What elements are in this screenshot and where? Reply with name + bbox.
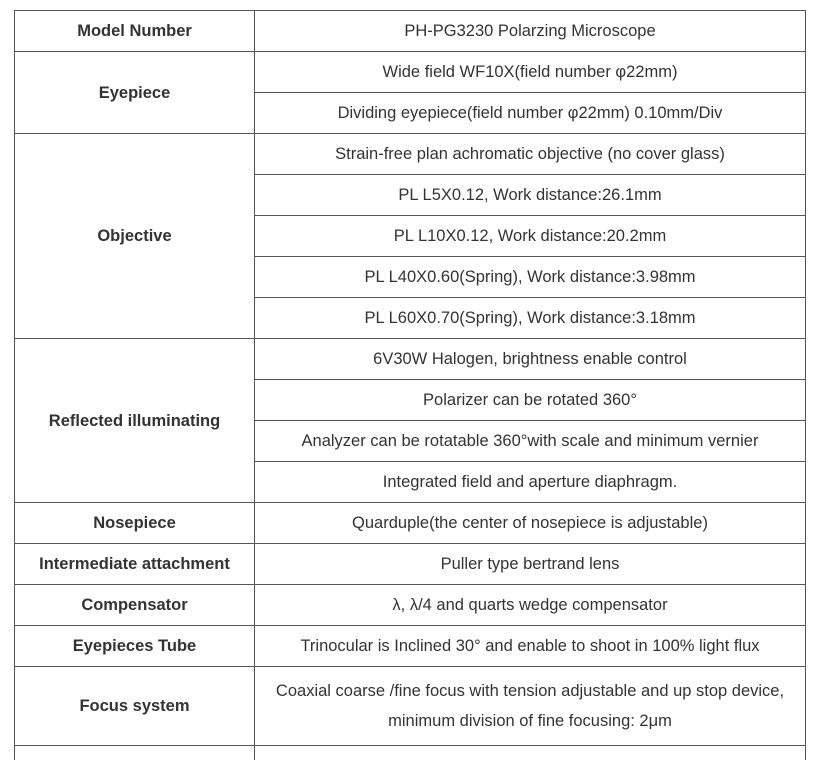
row-value — [255, 667, 806, 746]
row-label-compensator: Compensator — [15, 585, 255, 626]
row-value: PL L60X0.70(Spring), Work distance:3.18mm — [255, 298, 806, 339]
table-row — [15, 585, 806, 626]
row-value: Quarduple(the center of nosepiece is adjustable) — [255, 503, 806, 544]
row-label-intermediate-attachment: Intermediate attachment — [15, 544, 255, 585]
table-row — [15, 339, 806, 380]
row-value: Integrated field and aperture diaphragm. — [255, 462, 806, 503]
row-value: 6V30W Halogen, brightness enable control — [255, 339, 806, 380]
row-label-nosepiece: Nosepiece — [15, 503, 255, 544]
table-row — [15, 544, 806, 585]
row-value: Trinocular is Inclined 30° and enable to shoot in 100% light flux — [255, 626, 806, 667]
table-row — [15, 626, 806, 667]
table-row — [15, 667, 806, 746]
row-value: Analyzer can be rotatable 360°with scale and minimum vernier — [255, 421, 806, 462]
table-row — [15, 503, 806, 544]
row-label-focus-system: Focus system — [15, 667, 255, 746]
row-value-line: Coaxial coarse /fine focus with tension adjustable and up stop device, — [259, 676, 801, 706]
row-label-eyepiece: Eyepiece — [15, 52, 255, 134]
table-row — [15, 11, 806, 52]
row-value: PH-PG3230 Polarzing Microscope — [255, 11, 806, 52]
table-row — [15, 134, 806, 175]
row-value: λ, λ/4 and quarts wedge compensator — [255, 585, 806, 626]
row-value: Polarizer can be rotated 360° — [255, 380, 806, 421]
table-row-partial — [15, 746, 806, 760]
row-value: PL L40X0.60(Spring), Work distance:3.98mm — [255, 257, 806, 298]
row-label-model-number: Model Number — [15, 11, 255, 52]
row-value: Strain-free plan achromatic objective (no cover glass) — [255, 134, 806, 175]
table-row — [15, 52, 806, 93]
row-value: Puller type bertrand lens — [255, 544, 806, 585]
row-label-empty — [15, 746, 255, 760]
row-value: PL L5X0.12, Work distance:26.1mm — [255, 175, 806, 216]
row-value-empty — [255, 746, 806, 760]
specification-table — [14, 10, 806, 760]
row-label-reflected-illuminating: Reflected illuminating — [15, 339, 255, 503]
row-value: Wide field WF10X(field number φ22mm) — [255, 52, 806, 93]
row-value-line: minimum division of fine focusing: 2μm — [259, 706, 801, 736]
row-label-objective: Objective — [15, 134, 255, 339]
row-value: Dividing eyepiece(field number φ22mm) 0.10mm/Div — [255, 93, 806, 134]
row-label-eyepieces-tube: Eyepieces Tube — [15, 626, 255, 667]
row-value: PL L10X0.12, Work distance:20.2mm — [255, 216, 806, 257]
